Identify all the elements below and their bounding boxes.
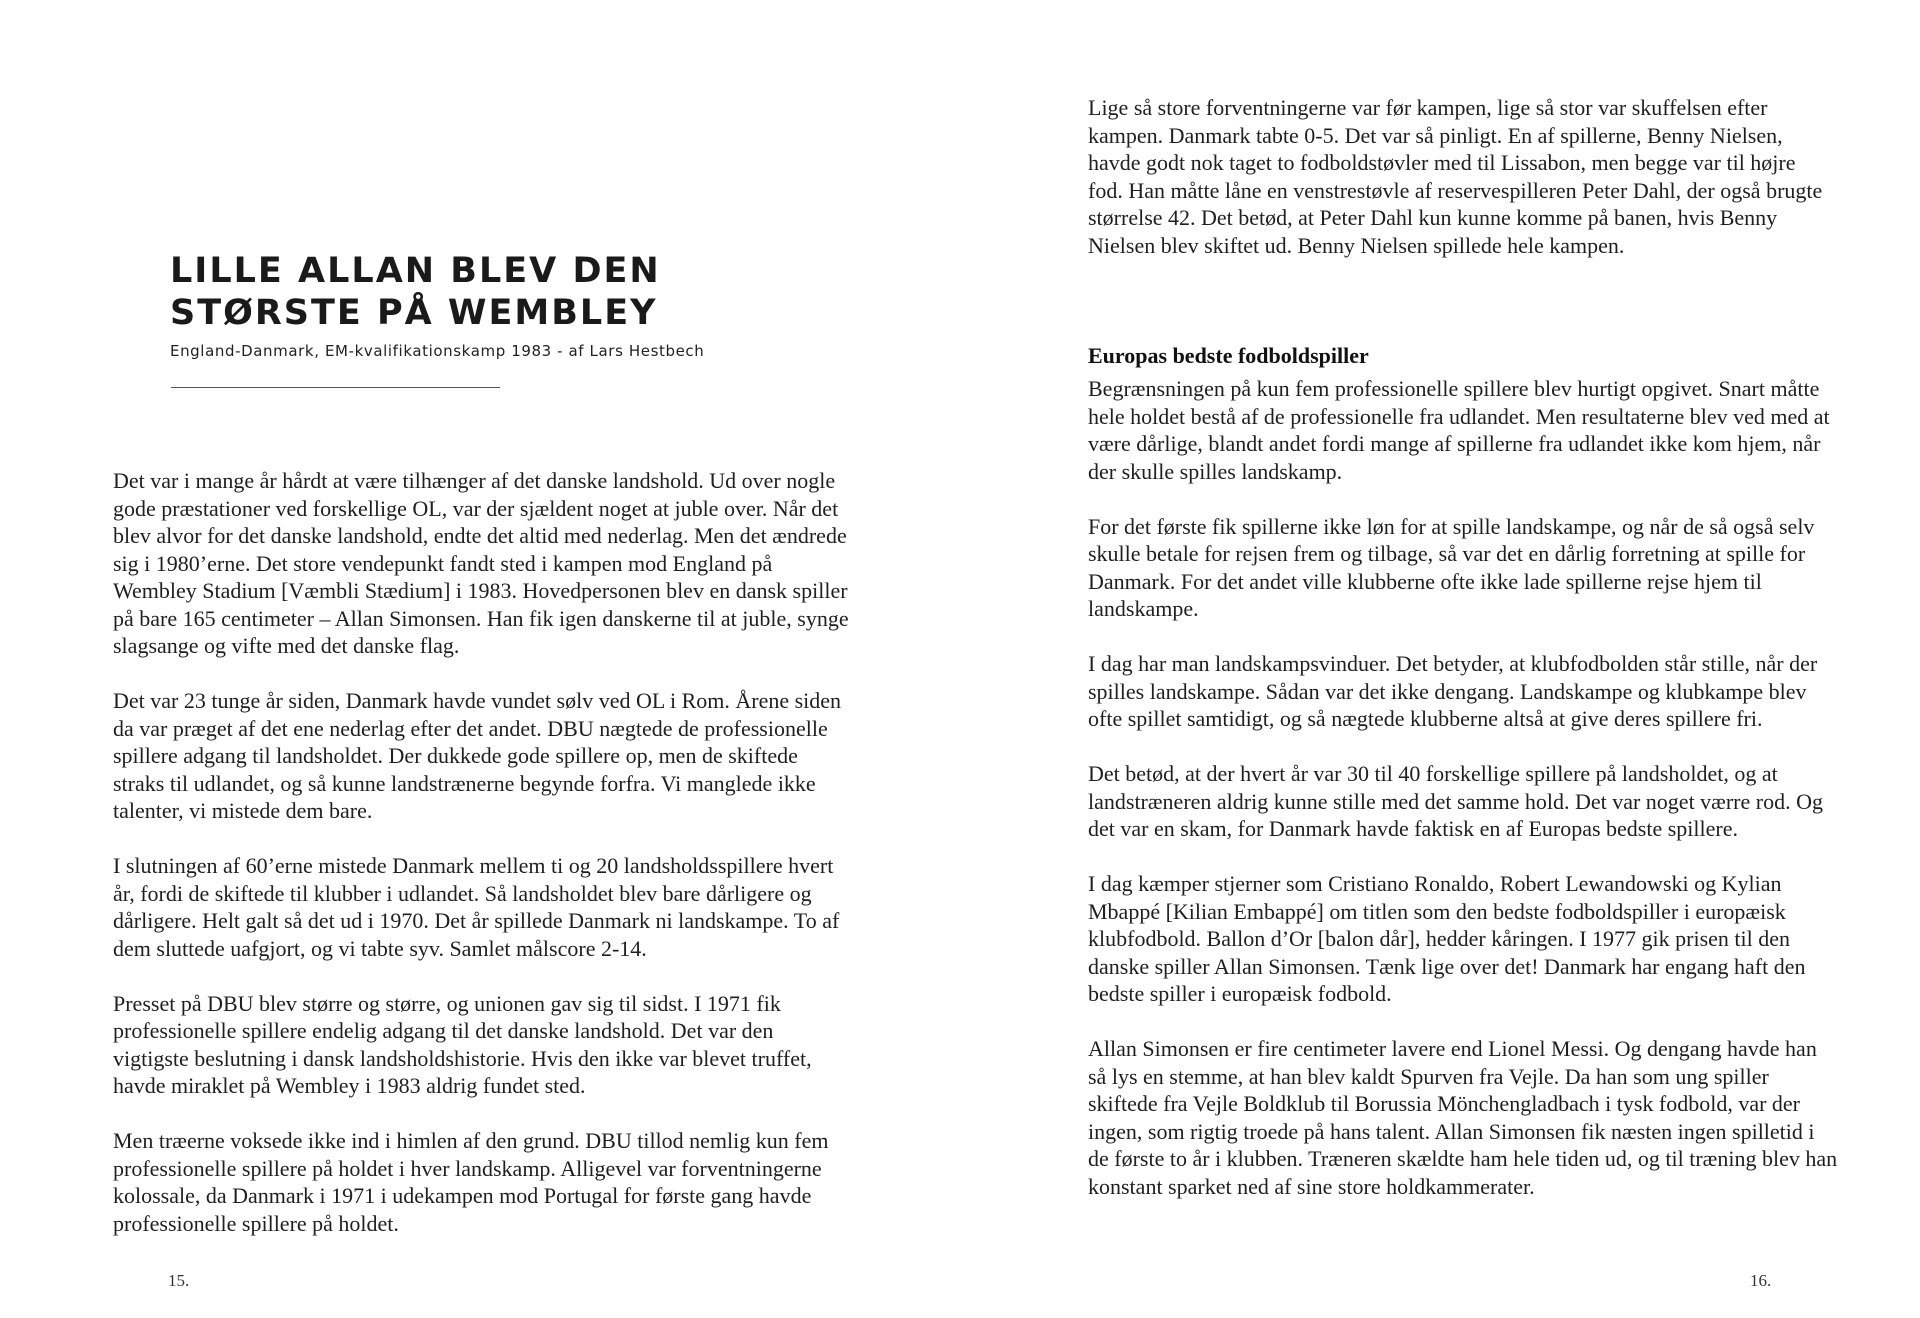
paragraph: Presset på DBU blev større og større, og unionen gav sig til sidst. I 1971 fik professionelle spillere endelig adgang til det danske landshold. Det var den vigtigste beslutning i dansk landsholdshistorie. Hvis den ikke var blevet truffet, havde miraklet på Wembley i 1983 aldrig fundet sted. — [113, 990, 812, 1098]
section-heading: Europas bedste fodboldspiller — [1088, 343, 1369, 368]
article-title — [170, 250, 870, 334]
paragraph: I slutningen af 60’erne mistede Danmark mellem ti og 20 landsholdsspillere hvert år, fordi de skiftede til klubber i udlandet. Så landsholdet blev bare dårligere og dårligere. Helt galt så det ud i 1970. Det år spillede Danmark ni landskampe. To af dem sluttede uafgjort, og vi tabte syv. Samlet målscore 2-14. — [113, 853, 840, 961]
paragraph: Det var 23 tunge år siden, Danmark havde vundet sølv ved OL i Rom. Årene siden da var præget af det ene nederlag efter det andet. DBU nægtede de professionelle spillere adgang til landsholdet. Der dukkede gode spillere op, men de skiftede straks til udlandet, og så kunne landstrænerne begynde forfra. Vi manglede ikke talenter, vi mistede dem bare. — [113, 688, 842, 823]
paragraph: For det første fik spillerne ikke løn for at spille landskampe, og når de så også selv skulle betale for rejsen frem og tilbage, så var det en dårlig forretning at spille for Danmark. For det andet ville klubberne ofte ikke lade spillerne rejse hjem til landskampe. — [1088, 513, 1815, 621]
left-page-body — [113, 467, 853, 1237]
paragraph: Lige så store forventningerne var før kampen, lige så stor var skuffelsen efter kampen. Danmark tabte 0-5. Det var så pinligt. En af spillerne, Benny Nielsen, havde godt nok taget to fodboldstøvler med til Lissabon, men begge var til højre fod. Han måtte låne en venstrestøvle af reservespilleren Peter Dahl, der også brugte størrelse 42. Det betød, at Peter Dahl kun kunne komme på banen, hvis Benny Nielsen blev skiftet ud. Benny Nielsen spillede hele kampen. — [1088, 95, 1823, 258]
title-line-1: LILLE ALLAN BLEV DEN — [170, 251, 661, 291]
article-subtitle: England-Danmark, EM-kvalifikationskamp 1983 - af Lars Hestbech — [170, 342, 705, 360]
paragraph: Begrænsningen på kun fem professionelle spillere blev hurtigt opgivet. Snart måtte hele holdet bestå af de professionelle fra udlandet. Men resultaterne blev ved med at være dårlige, blandt andet fordi mange af spillerne fra udlandet ikke kom hjem, når der skulle spilles landskamp. — [1088, 376, 1830, 484]
right-page-opening — [1088, 94, 1828, 259]
title-divider — [171, 387, 500, 388]
paragraph: I dag har man landskampsvinduer. Det betyder, at klubfodbolden står stille, når der spilles landskampe. Sådan var det ikke dengang. Landskampe og klubkampe blev ofte spillet samtidigt, og så nægtede klubberne altså at give deres spillere fri. — [1088, 651, 1818, 731]
title-line-2: STØRSTE PÅ WEMBLEY — [170, 293, 658, 333]
paragraph: Men træerne voksede ikke ind i himlen af den grund. DBU tillod nemlig kun fem professionelle spillere på holdet i hver landskamp. Alligevel var forventningerne kolossale, da Danmark i 1971 i udekampen mod Portugal for første gang havde professionelle spillere på holdet. — [113, 1128, 829, 1236]
page-number-right: 16. — [1750, 1271, 1772, 1290]
right-page-body — [1088, 375, 1838, 1200]
paragraph: Det var i mange år hårdt at være tilhænger af det danske landshold. Ud over nogle gode præstationer ved forskellige OL, var der sjældent noget at juble over. Når det blev alvor for det danske landshold, endte det altid med nederlag. Men det ændrede sig i 1980’erne. Det store vendepunkt fandt sted i kampen mod England på Wembley Stadium [Væmbli Stædium] i 1983. Hovedpersonen blev en dansk spiller på bare 165 centimeter – Allan Simonsen. Han fik igen danskerne til at juble, synge slagsange og vifte med det danske flag. — [113, 468, 849, 658]
paragraph: Allan Simonsen er fire centimeter lavere end Lionel Messi. Og dengang havde han så lys en stemme, at han blev kaldt Spurven fra Vejle. Da han som ung spiller skiftede fra Vejle Boldklub til Borussia Mönchengladbach i tysk fodbold, var der ingen, som rigtig troede på hans talent. Allan Simonsen fik næsten ingen spilletid i de første to år i klubben. Træneren skældte ham hele tiden ud, og til træning blev han konstant sparket ned af sine store holdkammerater. — [1088, 1036, 1838, 1199]
page-number-left: 15. — [168, 1271, 190, 1290]
paragraph: Det betød, at der hvert år var 30 til 40 forskellige spillere på landsholdet, og at landstræneren aldrig kunne stille med det samme hold. Det var noget værre rod. Og det var en skam, for Danmark havde faktisk en af Europas bedste spillere. — [1088, 761, 1823, 841]
paragraph: I dag kæmper stjerner som Cristiano Ronaldo, Robert Lewandowski og Kylian Mbappé [Kilian Embappé] om titlen som den bedste fodboldspiller i europæisk klubfodbold. Ballon d’Or [balon dår], hedder kåringen. I 1977 gik prisen til den danske spiller Allan Simonsen. Tænk lige over det! Danmark har engang haft den bedste spiller i europæisk fodbold. — [1088, 871, 1806, 1006]
